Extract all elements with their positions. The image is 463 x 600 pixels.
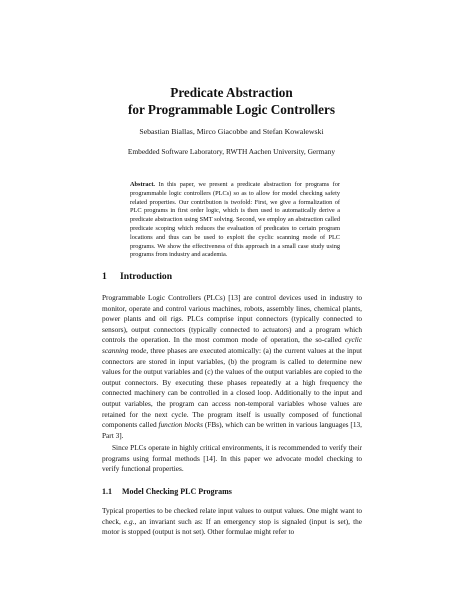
sub-p1-text-b: , an invariant such as: If an emergency stop is signaled (input is set), the motor is stopped (output is not set). Other formulae might refer to: [102, 516, 362, 537]
intro-p1-text-b: , three phases are executed atomically: (a) the current values at the input connectors are stored in input variables, (b) the program is called to determine new values for the output variables and (c) the values of the output variables are copied to the output connectors. By executing these phases repeatedly at a high frequency the connected machinery can be controlled in a closed loop. Additionally to the input and output variables, the program can access non-temporal variables whose values are retained for the next cycle. The program itself is usually composed of functional components called: [102, 345, 362, 430]
intro-paragraph-2: Since PLCs operate in highly critical environments, it is recommended to verify their programs using formal methods [14]. In this paper we advocate model checking to verify functional properties.: [102, 443, 362, 474]
paper-title-line-1: Predicate Abstraction: [170, 85, 293, 100]
subsection-paragraph-1: [102, 506, 362, 538]
abstract-label: Abstract.: [130, 181, 156, 188]
subsection-number: 1.1: [102, 487, 112, 496]
section-heading-introduction: [102, 271, 172, 282]
intro-p1-text-c: (FBs), which can be written in various languages [13, Part 3].: [102, 420, 362, 440]
sub-p1-text-a: Typical properties to be checked relate input values to output values. One might want to check,: [102, 506, 362, 526]
sub-p1-emphasis-eg: e.g.: [123, 516, 135, 526]
paper-authors: Sebastian Biallas, Mirco Giacobbe and Stefan Kowalewski: [139, 127, 324, 136]
paper-title-line-2: for Programmable Logic Controllers: [128, 102, 335, 117]
intro-paragraph-1: [102, 293, 362, 441]
intro-p1-text-a: Programmable Logic Controllers (PLCs) [13] are control devices used in industry to monitor, operate and control various machines, robots, assembly lines, chemical plants, power plants and oil rigs. PLCs comprise input connectors (typically connected to sensors), output connectors (typically connected to actuators) and a program which controls the operation. In the most common mode of operation, the so-called: [102, 293, 362, 345]
subsection-title: Model Checking PLC Programs: [122, 487, 232, 496]
abstract-text: In this paper, we present a predicate abstraction for programs for programmable logic controllers (PLCs) so as to allow for model checking safety related properties. Our contribution is twofold: First, we give a formalization of PLC programs in first order logic, which is then used to automatically derive a predicate abstraction using SMT solving. Second, we employ an abstraction called predicate scoping which reduces the evaluation of predicates to certain program locations and thus can be used to exploit the cyclic scanning mode of PLC programs. We show the effectiveness of this approach in a small case study using programs from industry and academia.: [130, 181, 340, 259]
intro-p1-emphasis-function-blocks: function blocks: [158, 420, 203, 430]
paper-affiliation: Embedded Software Laboratory, RWTH Aachen University, Germany: [127, 147, 336, 156]
section-title: Introduction: [120, 271, 173, 282]
abstract: [130, 181, 340, 260]
section-number: 1: [102, 271, 107, 282]
subsection-heading-model-checking: [102, 487, 232, 496]
intro-p1-emphasis-cyclic: cyclic scanning mode: [102, 335, 362, 355]
